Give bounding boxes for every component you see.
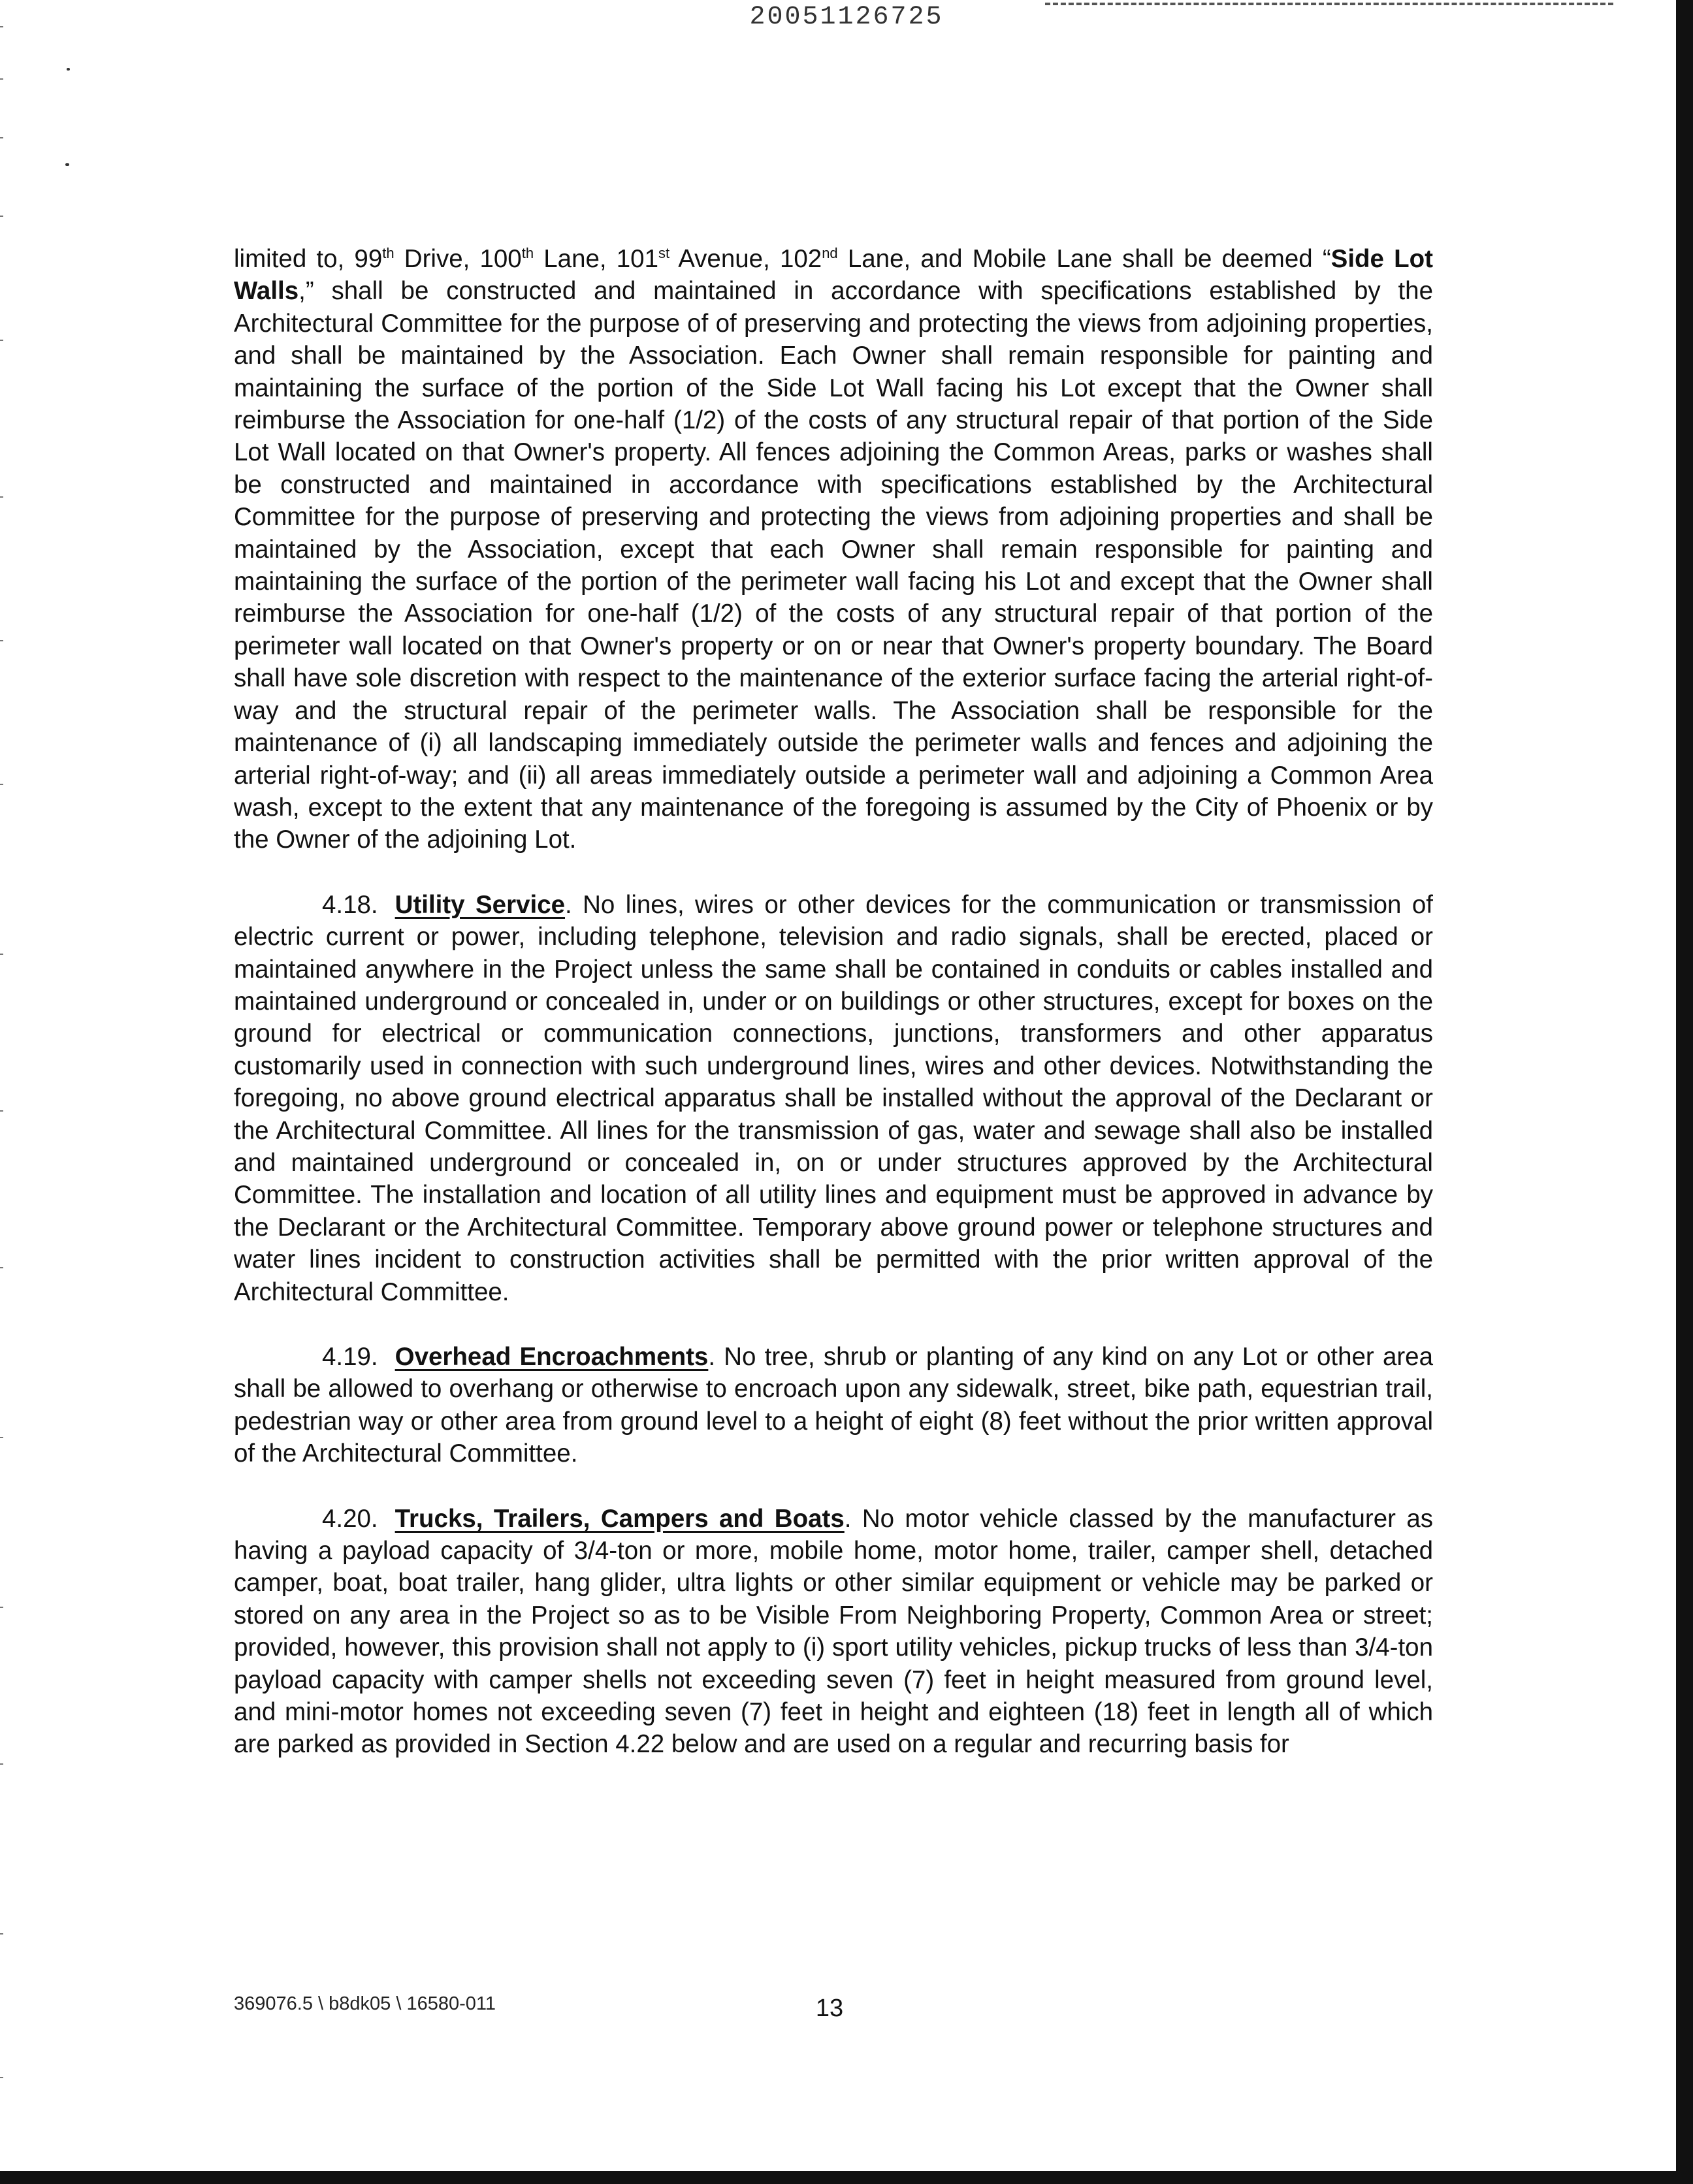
section-4-20	[234, 1503, 1433, 1761]
scan-left-edge-marks	[0, 0, 4, 2184]
defined-term: Side Lot Walls	[234, 245, 1433, 306]
section-text: . No motor vehicle classed by the manufacturer as having a payload capacity of 3/4-ton or more, mobile home, motor home, trailer, camper shell, detached camper, boat, boat trailer, hang glider, ultra lights or other similar equipment or vehicle may be parked or stored on any area in the Project so as to be Visible From Neighboring Property, Common Area or street; provided, however, this provision shall not apply to (i) sport utility vehicles, pickup trucks of less than 3/4-ton payload capacity with camper shells not exceeding seven (7) feet in height measured from ground level, and mini-motor homes not exceeding seven (7) feet in height and eighteen (18) feet in length all of which are parked as provided in Section 4.22 below and are used on a regular and recurring basis for	[234, 1504, 1433, 1759]
section-4-18	[234, 889, 1433, 1308]
section-text: . No tree, shrub or planting of any kind on any Lot or other area shall be allowed to overhang or otherwise to encroach upon any sidewalk, street, bike path, equestrian trail, pedestrian way or other area from ground level to a height of eight (8) feet without the prior written approval of the Architectural Committee.	[234, 1343, 1434, 1468]
scan-speck	[67, 68, 70, 71]
section-number: 4.20.	[322, 1504, 378, 1533]
scan-right-border	[1676, 0, 1693, 2184]
paragraph-side-lot-walls: limited to, 99th Drive, 100th Lane, 101st Avenue, 102nd Lane, and Mobile Lane shall be deemed “Side Lot Walls,” shall be constructed and maintained in accordance with specifications established by the Architectural Committee for the purpose of of preserving and protecting the views from adjoining properties, and shall be maintained by the Association. Each Owner shall remain responsible for painting and maintaining the surface of the portion of the Side Lot Wall facing his Lot except that the Owner shall reimburse the Association for one-half (1/2) of the costs of any structural repair of that portion of the Side Lot Wall located on that Owner's property. All fences adjoining the Common Areas, parks or washes shall be constructed and maintained in accordance with specifications established by the Architectural Committee for the purpose of preserving and protecting the views from adjoining properties and shall be maintained by the Association, except that each Owner shall remain responsible for painting and maintaining the surface of the portion of the perimeter wall facing his Lot and except that the Owner shall reimburse the Association for one-half (1/2) of the costs of any structural repair of that portion of the perimeter wall located on that Owner's property or on or near that Owner's property boundary. The Board shall have sole discretion with respect to the maintenance of the exterior surface facing the arterial right-of-way and the structural repair of the perimeter walls. The Association shall be responsible for the maintenance of (i) all landscaping immediately outside the perimeter walls and fences and adjoining the arterial right-of-way; and (ii) all areas immediately outside a perimeter wall and adjoining a Common Area wash, except to the extent that any maintenance of the foregoing is assumed by the City of Phoenix or by the Owner of the adjoining Lot.	[234, 245, 1433, 854]
section-4-19	[234, 1341, 1433, 1470]
document-body	[234, 243, 1433, 1793]
section-heading: Overhead Encroachments	[395, 1343, 709, 1371]
header-dashed-line	[1045, 3, 1613, 5]
scan-speck	[65, 163, 69, 166]
section-heading: Trucks, Trailers, Campers and Boats	[395, 1504, 845, 1533]
section-text: . No lines, wires or other devices for the communication or transmission of electric current or power, including telephone, television and radio signals, shall be erected, placed or maintained anywhere in the Project unless the same shall be contained in conduits or cables installed and maintained underground or concealed in, under or on buildings or other structures, except for boxes on the ground for electrical or communication connections, junctions, transformers and other apparatus customarily used in connection with such underground lines, wires and other devices. Notwithstanding the foregoing, no above ground electrical apparatus shall be installed without the approval of the Declarant or the Architectural Committee. All lines for the transmission of gas, water and sewage shall also be installed and maintained underground or concealed in, on or under structures approved by the Architectural Committee. The installation and location of all utility lines and equipment must be approved in advance by the Declarant or the Architectural Committee. Temporary above ground power or telephone structures and water lines incident to construction activities shall be permitted with the prior written approval of the Architectural Committee.	[234, 890, 1433, 1306]
scan-bottom-border	[0, 2171, 1693, 2184]
section-number: 4.19.	[322, 1343, 378, 1371]
footer-document-id: 369076.5 \ b8dk05 \ 16580-011	[234, 1993, 496, 2014]
section-number: 4.18.	[322, 890, 378, 919]
section-heading: Utility Service	[395, 890, 566, 919]
recording-number: 20051126725	[749, 3, 944, 32]
page-number: 13	[815, 1995, 844, 2022]
